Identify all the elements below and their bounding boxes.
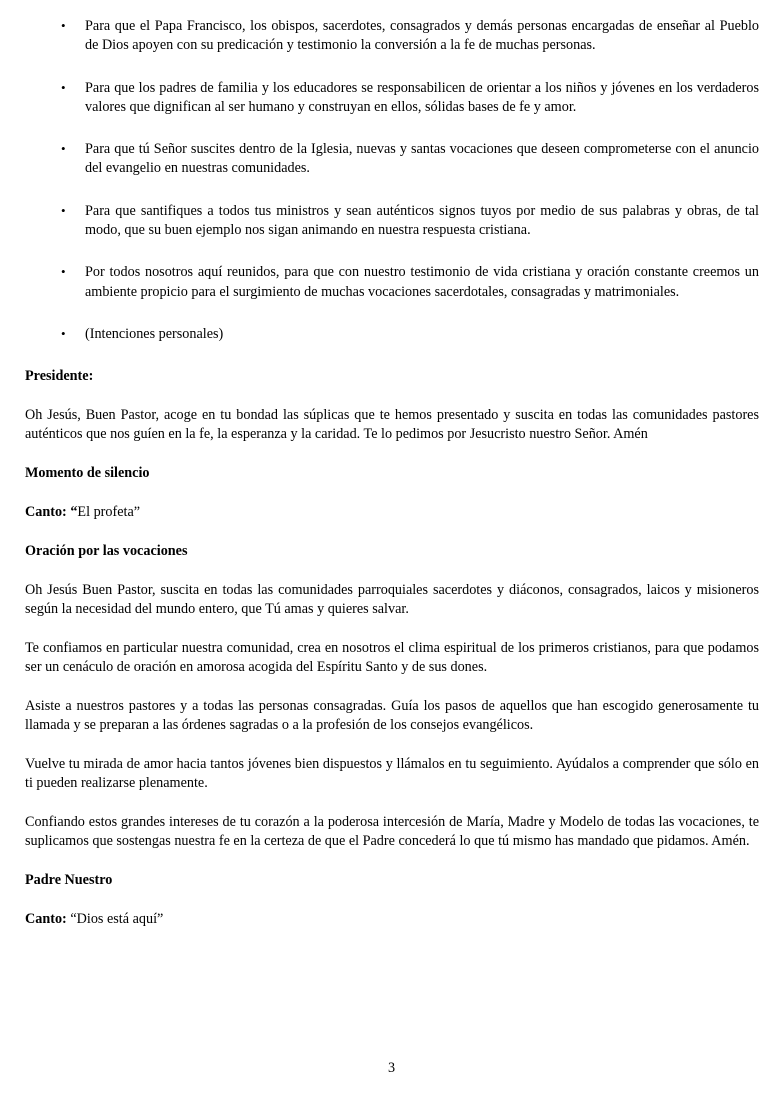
list-item — [61, 79, 759, 118]
page-number: 3 — [387, 1059, 396, 1076]
canto-title: El profeta” — [77, 503, 141, 520]
bullet-icon: • — [61, 79, 66, 95]
heading-momento-de-silencio: Momento de silencio — [25, 465, 150, 482]
heading-padre-nuestro: Padre Nuestro — [25, 872, 113, 889]
paragraph-oracion-1: Oh Jesús Buen Pastor, suscita en todas las comunidades parroquiales sacerdotes y diáconos, consagrados, laicos y misioneros según la necesidad del mundo entero, que Tú amas y quieres salvar. — [25, 581, 759, 617]
intention-text: Para que tú Señor suscites dentro de la Iglesia, nuevas y santas vocaciones que deseen comprometerse con el anuncio del evangelio en nuestras comunidades. — [85, 141, 759, 177]
bullet-icon: • — [61, 18, 66, 33]
intention-text: (Intenciones personales) — [85, 325, 224, 342]
list-item — [61, 17, 759, 56]
intention-text: Por todos nosotros aquí reunidos, para que con nuestro testimonio de vida cristiana y oración constante creemos un ambiente propicio para el surgimiento de muchas vocaciones sacerdotales, consagradas y matrimoniales. — [85, 264, 759, 300]
intentions-bullet-list — [25, 17, 759, 344]
paragraph-presidente-prayer: Oh Jesús, Buen Pastor, acoge en tu bondad las súplicas que te hemos presentado y suscita en todas las comunidades pastores auténticos que nos guíen en la fe, la esperanza y la caridad. Te lo pedimos por Jesucristo nuestro Señor. Amén — [25, 407, 759, 443]
bullet-icon: • — [61, 264, 66, 280]
heading-oracion-por-las-vocaciones: Oración por las vocaciones — [25, 542, 188, 559]
list-item — [61, 202, 759, 241]
paragraph-oracion-4: Vuelve tu mirada de amor hacia tantos jóvenes bien dispuestos y llámalos en tu seguimiento. Ayúdalos a comprender que sólo en ti pueden realizarse plenamente. — [25, 755, 759, 792]
intention-text: Para que los padres de familia y los educadores se responsabilicen de orientar a los niños y jóvenes en los verdaderos valores que dignifican al ser humano y construyan en ellos, sólidas bases de fe y amor. — [85, 79, 759, 115]
paragraph-oracion-2: Te confiamos en particular nuestra comunidad, crea en nosotros el clima espiritual de los primeros cristianos, para que podamos ser un cenáculo de oración en amorosa acogida del Espíritu Santo y de sus dones. — [25, 639, 759, 675]
paragraph-oracion-3: Asiste a nuestros pastores y a todas las personas consagradas. Guía los pasos de aquellos que han escogido generosamente tu llamada y se preparan a las órdenes sagradas o a la profesión de los consejos evangélicos. — [25, 697, 759, 734]
list-item — [61, 263, 759, 302]
canto-title: “Dios está aquí” — [66, 910, 164, 927]
canto-label: Canto: “ — [25, 503, 78, 520]
list-item — [61, 325, 759, 344]
canto-dios-esta-aqui-line — [25, 910, 759, 929]
bullet-icon: • — [61, 202, 66, 218]
heading-presidente: Presidente: — [25, 368, 94, 385]
intention-text: Para que el Papa Francisco, los obispos, sacerdotes, consagrados y demás personas encargadas de enseñar al Pueblo de Dios apoyen con su predicación y testimonio la conversión a la fe de muchas personas. — [85, 18, 759, 54]
bullet-icon: • — [61, 325, 66, 341]
canto-el-profeta-line — [25, 503, 759, 522]
canto-label: Canto: — [25, 910, 67, 927]
bullet-icon: • — [61, 141, 66, 157]
intention-text: Para que santifiques a todos tus ministros y sean auténticos signos tuyos por medio de sus palabras y obras, de tal modo, que su buen ejemplo nos sigan animando en nuestra respuesta cristiana. — [85, 202, 759, 239]
paragraph-oracion-5: Confiando estos grandes intereses de tu corazón a la poderosa intercesión de María, Madre y Modelo de todas las vocaciones, te suplicamos que sostengas nuestra fe en la certeza de que el Padre concederá lo que tú mismo has mandado que pidamos. Amén. — [25, 813, 759, 850]
list-item — [61, 140, 759, 179]
